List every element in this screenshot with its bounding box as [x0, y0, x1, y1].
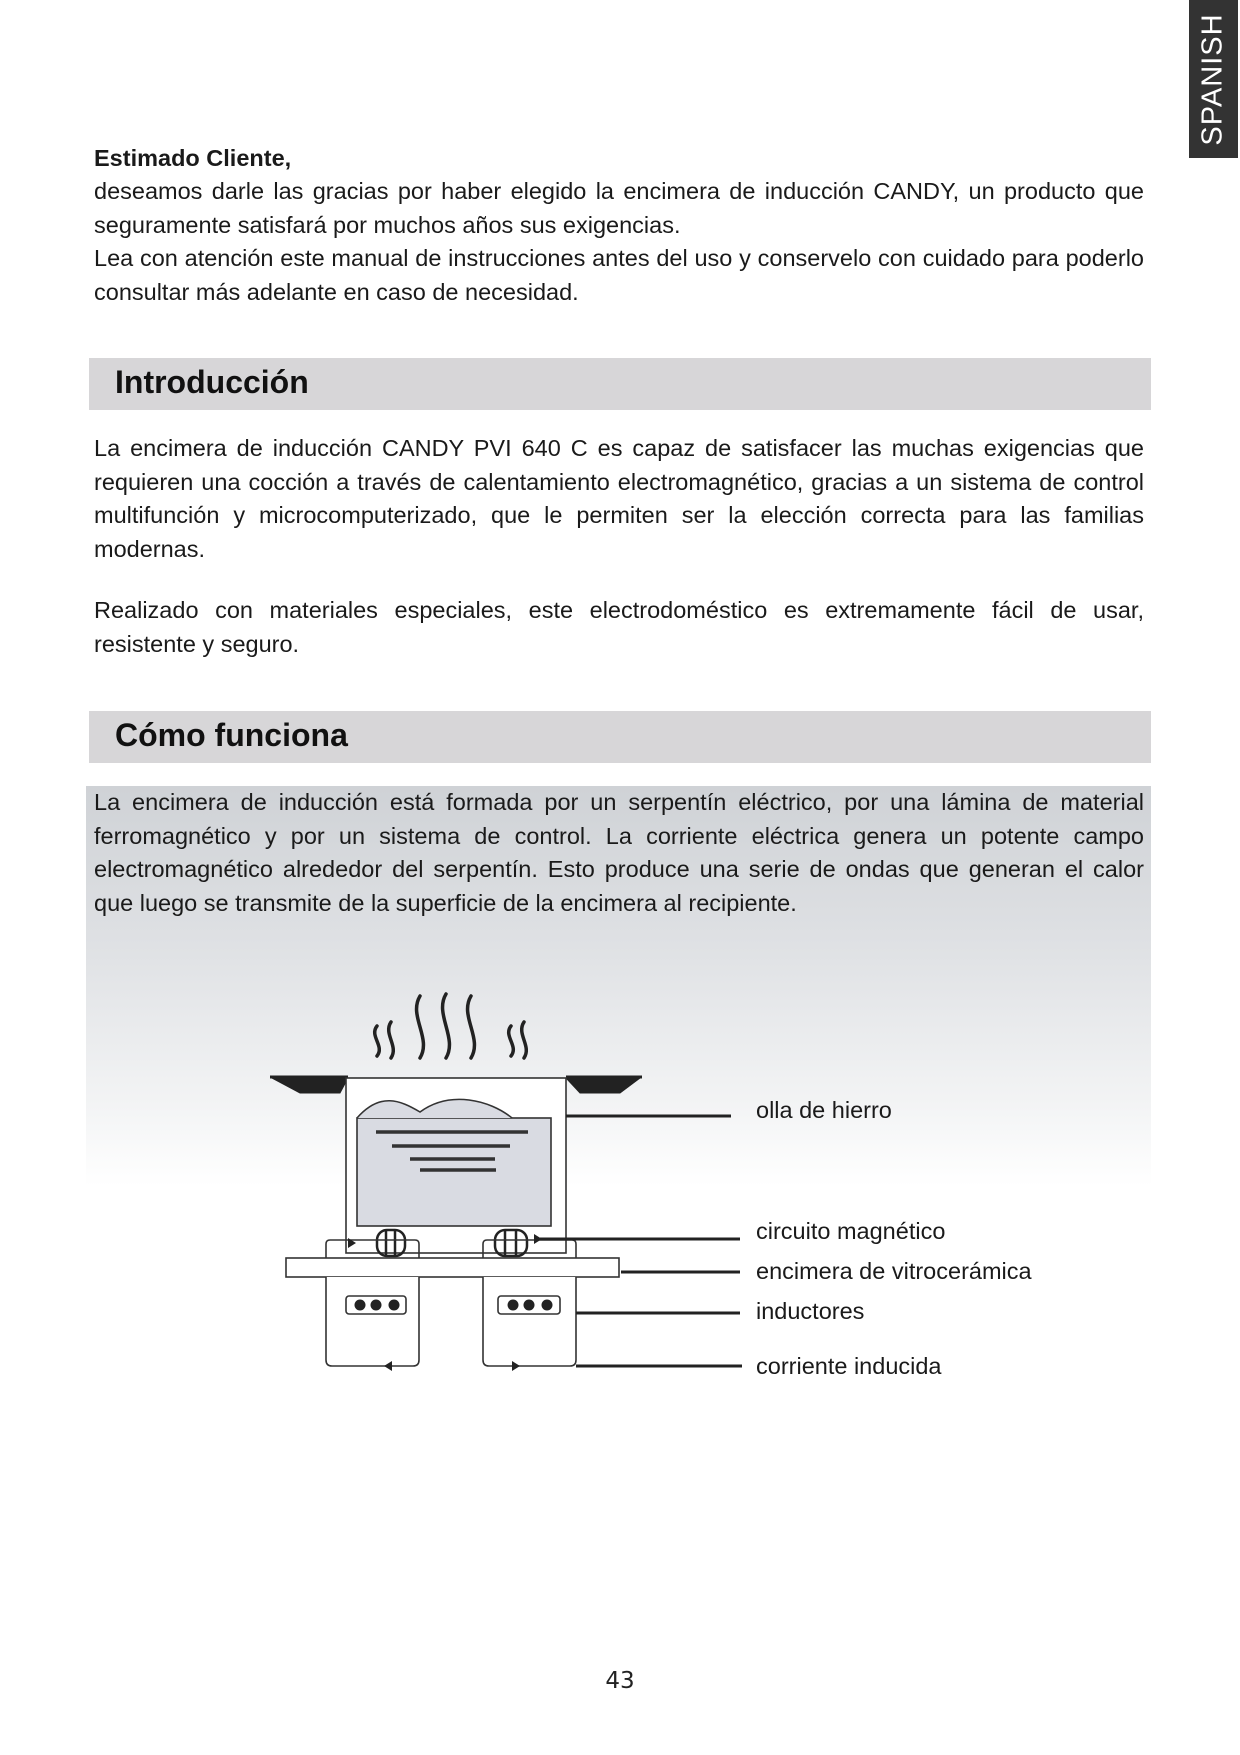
introduccion-paragraph-2: Realizado con materiales especiales, este electrodoméstico es extremamente fácil de usar, resistente y seguro. — [94, 597, 1144, 657]
induced-current-arrow-icon — [348, 1234, 542, 1371]
inductor-boxes — [326, 1240, 576, 1366]
language-tab — [1189, 0, 1238, 158]
intro-paragraph-2: Lea con atención este manual de instrucciones antes del uso y conservelo con cuidado para poderlo consultar más adelante en caso de necesidad. — [94, 245, 1144, 305]
introduccion-paragraph-1: La encimera de inducción CANDY PVI 640 C es capaz de satisfacer las muchas exigencias que requieren una cocción a través de calentamiento electromagnético, gracias a un sistema de control multifunción y microcomputerizado, que le permiten ser la elección correcta para las familias modernas. — [94, 435, 1144, 562]
language-tab-label: SPANISH — [1197, 12, 1230, 146]
label-encimera-vitroceramica: encimera de vitrocerámica — [756, 1258, 1032, 1284]
label-inductores: inductores — [756, 1298, 865, 1324]
section-header-introduccion — [89, 358, 1151, 410]
section-title: Introducción — [115, 364, 309, 400]
greeting: Estimado Cliente, — [94, 145, 292, 171]
label-circuito-magnetico: circuito magnético — [756, 1218, 946, 1244]
section-header-como-funciona — [89, 711, 1151, 763]
ceramic-hob-plate — [286, 1258, 619, 1277]
label-olla-de-hierro: olla de hierro — [756, 1097, 892, 1123]
inductor-dots-icon — [355, 1300, 553, 1311]
page-number: 43 — [605, 1668, 635, 1694]
intro-paragraph-1: deseamos darle las gracias por haber elegido la encimera de inducción CANDY, un producto que seguramente satisfará por muchos años sus exigencias. — [94, 178, 1144, 238]
label-corriente-inducida: corriente inducida — [756, 1353, 942, 1379]
section-title: Cómo funciona — [115, 717, 348, 753]
como-funciona-paragraph-1: La encimera de inducción está formada por un serpentín eléctrico, por una lámina de material ferromagnético y por un sistema de control. La corriente eléctrica genera un potente campo electromagnético alrededor del serpentín. Esto produce una serie de ondas que generan el calor que luego se transmite de la superficie de la encimera al recipiente. — [94, 789, 1144, 916]
magnetic-circuit-coil-icon — [377, 1230, 527, 1256]
